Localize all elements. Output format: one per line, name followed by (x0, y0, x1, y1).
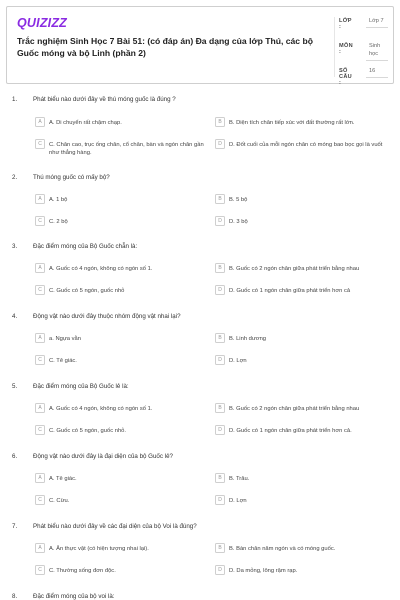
option-letter-box: D (215, 355, 225, 365)
question-number: 6. (12, 453, 18, 460)
option-text: C. Guốc có 5 ngón, guốc nhỏ. (49, 427, 127, 434)
meta-subject-label: MÔN : (339, 43, 353, 55)
question-number: 1. (12, 96, 18, 103)
option-letter-box: C (35, 139, 45, 149)
option-text: C. Chân cao, trục ống chân, cổ chân, bàn và ngón chân gần như thẳng hàng. (49, 141, 204, 156)
option-letter-box: B (215, 403, 225, 413)
option-letter-box: A (35, 194, 45, 204)
option-letter-box: B (215, 543, 225, 553)
option-letter-box: C (35, 565, 45, 575)
option-letter-box: A (35, 403, 45, 413)
question-text: Đặc điểm móng của Bộ Guốc lẻ là: (33, 383, 129, 390)
meta-divider (334, 17, 335, 77)
option-text: B. Bàn chân năm ngón và có móng guốc. (229, 545, 336, 552)
option-text: C. Cừu. (49, 497, 70, 504)
option-text: B. Linh dương (229, 335, 267, 342)
option-letter-box: C (35, 425, 45, 435)
question-text: Đặc điểm móng của Bộ Guốc chẵn là: (33, 243, 138, 250)
option-letter-box: C (35, 355, 45, 365)
question-number: 2. (12, 174, 18, 181)
worksheet-header (6, 6, 394, 84)
option-letter-box: A (35, 473, 45, 483)
option-text: a. Ngựa vằn (49, 335, 81, 342)
option-text: A. Guốc có 4 ngón, không có ngón số 1. (49, 265, 153, 272)
question-number: 5. (12, 383, 18, 390)
option-text: C. Thường sống đơn độc. (49, 567, 116, 574)
option-text: B. Guốc có 2 ngón chân giữa phát triển bằng nhau (229, 265, 360, 272)
option-letter-box: A (35, 543, 45, 553)
meta-count-value: 16 (366, 65, 388, 78)
option-text: D. 3 bộ (229, 218, 248, 225)
option-text: D. Da mỏng, lông rậm rạp. (229, 567, 298, 574)
question-number: 8. (12, 593, 18, 600)
option-letter-box: D (215, 216, 225, 226)
option-text: D. Lợn (229, 497, 247, 504)
option-text: C. Tê giác. (49, 357, 77, 364)
option-text: D. Guốc có 1 ngón chân giữa phát triển hơn cả (229, 287, 351, 294)
option-text: A. 1 bộ (49, 196, 68, 203)
meta-class-label: LỚP : (339, 18, 352, 30)
question-text: Phát biểu nào dưới đây về các đại diện của bộ Voi là đúng? (33, 523, 197, 530)
option-text: D. Guốc có 1 ngón chân giữa phát triển hơn cả. (229, 427, 352, 434)
meta-subject-value: Sinh học (366, 40, 388, 61)
question-text: Thú móng guốc có mấy bộ? (33, 174, 110, 181)
option-letter-box: A (35, 333, 45, 343)
option-letter-box: A (35, 117, 45, 127)
page-title: Trắc nghiệm Sinh Học 7 Bài 51: (có đáp án) Đa dạng của lớp Thú, các bộ Guốc móng và bộ Linh (phần 2) (17, 36, 313, 58)
option-letter-box: B (215, 263, 225, 273)
option-letter-box: A (35, 263, 45, 273)
option-text: B. 5 bộ (229, 196, 248, 203)
option-letter-box: D (215, 495, 225, 505)
option-text: D. Lợn (229, 357, 247, 364)
meta-class-value: Lớp 7 (366, 15, 388, 28)
option-text: B. Trâu. (229, 475, 250, 482)
option-text: C. Guốc có 5 ngón, guốc nhỏ (49, 287, 125, 294)
option-text: A. Ăn thực vật (có hiện tượng nhai lại). (49, 545, 149, 552)
option-text: D. Đốt cuối của mỗi ngón chân có móng bao bọc gọi là vuốt (229, 141, 383, 148)
option-letter-box: C (35, 216, 45, 226)
option-letter-box: B (215, 473, 225, 483)
option-letter-box: B (215, 117, 225, 127)
question-text: Đặc điểm móng của bộ voi là: (33, 593, 115, 600)
option-letter-box: D (215, 565, 225, 575)
option-letter-box: B (215, 194, 225, 204)
option-text: A. Tê giác. (49, 475, 77, 482)
option-letter-box: D (215, 425, 225, 435)
question-text: Phát biểu nào dưới đây về thú móng guốc là đúng ? (33, 96, 176, 103)
meta-count-label: SỐ CÂU : (339, 68, 353, 86)
quizizz-logo: QUIZIZZ (17, 16, 68, 30)
question-text: Động vật nào dưới đây thuộc nhóm động vật nhai lại? (33, 313, 181, 320)
option-text: B. Diện tích chân tiếp xúc với đất thường rất lớn. (229, 119, 355, 126)
question-number: 4. (12, 313, 18, 320)
option-text: A. Di chuyển rất chậm chạp. (49, 119, 122, 126)
question-number: 3. (12, 243, 18, 250)
option-letter-box: C (35, 495, 45, 505)
question-text: Động vật nào dưới đây là đại diện của bộ Guốc lẻ? (33, 453, 173, 460)
option-letter-box: C (35, 285, 45, 295)
option-text: B. Guốc có 2 ngón chân giữa phát triển bằng nhau (229, 405, 360, 412)
option-text: C. 2 bộ (49, 218, 68, 225)
question-number: 7. (12, 523, 18, 530)
option-letter-box: B (215, 333, 225, 343)
option-letter-box: D (215, 139, 225, 149)
option-letter-box: D (215, 285, 225, 295)
option-text: A. Guốc có 4 ngón, không có ngón số 1. (49, 405, 153, 412)
